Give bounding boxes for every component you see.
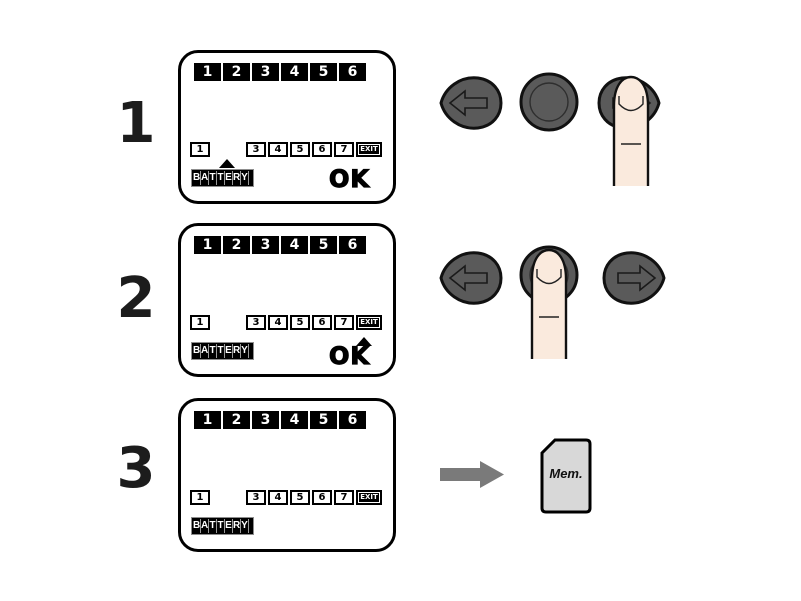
top-cell-4: 4 xyxy=(281,411,308,429)
bottom-cell-4: 4 xyxy=(268,315,288,330)
battery-letter: T xyxy=(209,345,216,356)
memory-card-label: Mem. xyxy=(549,466,583,481)
battery-letter: B xyxy=(193,172,201,183)
left-arrow-button-icon xyxy=(438,72,504,134)
battery-letter: A xyxy=(201,345,209,356)
bottom-cell-6: 6 xyxy=(312,315,332,330)
battery-letter: R xyxy=(233,172,241,183)
bottom-cell-1: 1 xyxy=(190,142,210,157)
ok-label: OK xyxy=(329,165,370,193)
battery-letter: Y xyxy=(241,345,248,356)
top-cell-1: 1 xyxy=(194,236,221,254)
transfer-arrow-icon xyxy=(438,458,506,490)
battery-letter: A xyxy=(201,172,209,183)
battery-letter: T xyxy=(217,520,224,531)
top-number-row xyxy=(194,63,366,81)
top-cell-5: 5 xyxy=(310,411,337,429)
battery-letter: T xyxy=(217,345,224,356)
top-cell-1: 1 xyxy=(194,63,221,81)
bottom-cell-5: 5 xyxy=(290,142,310,157)
top-cell-6: 6 xyxy=(339,411,366,429)
lcd-screen-step-2 xyxy=(178,223,396,377)
top-cell-5: 5 xyxy=(310,63,337,81)
top-cell-3: 3 xyxy=(252,236,279,254)
top-cell-1: 1 xyxy=(194,411,221,429)
battery-letter: B xyxy=(193,520,201,531)
bottom-cell-7: 7 xyxy=(334,142,354,157)
exit-cell: EXIT xyxy=(356,490,382,505)
finger-icon xyxy=(611,74,651,186)
exit-cell: EXIT xyxy=(356,315,382,330)
battery-indicator xyxy=(191,517,254,535)
bottom-cell-7: 7 xyxy=(334,315,354,330)
battery-letter: R xyxy=(233,345,241,356)
bottom-cell-7: 7 xyxy=(334,490,354,505)
bottom-cell-5: 5 xyxy=(290,315,310,330)
battery-letter: T xyxy=(209,172,216,183)
battery-letter: Y xyxy=(241,172,248,183)
battery-letter: B xyxy=(193,345,201,356)
battery-letter: T xyxy=(209,520,216,531)
center-button-icon xyxy=(516,71,582,133)
bottom-cell-1: 1 xyxy=(190,490,210,505)
bottom-cell-4: 4 xyxy=(268,142,288,157)
battery-indicator xyxy=(191,169,254,187)
top-cell-2: 2 xyxy=(223,236,250,254)
cursor-triangle-icon xyxy=(219,159,235,168)
top-cell-6: 6 xyxy=(339,63,366,81)
top-cell-6: 6 xyxy=(339,236,366,254)
bottom-cell-3: 3 xyxy=(246,490,266,505)
top-cell-2: 2 xyxy=(223,63,250,81)
finger-icon xyxy=(529,247,569,359)
top-cell-2: 2 xyxy=(223,411,250,429)
top-number-row xyxy=(194,236,366,254)
battery-letter: T xyxy=(217,172,224,183)
battery-letter: E xyxy=(225,520,232,531)
top-number-row xyxy=(194,411,366,429)
step-1-number: 1 xyxy=(116,91,156,156)
top-cell-5: 5 xyxy=(310,236,337,254)
battery-letter: R xyxy=(233,520,241,531)
lcd-screen-step-1 xyxy=(178,50,396,204)
top-cell-4: 4 xyxy=(281,236,308,254)
step-3-number: 3 xyxy=(116,436,156,501)
bottom-cell-1: 1 xyxy=(190,315,210,330)
lcd-screen-step-3 xyxy=(178,398,396,552)
top-cell-4: 4 xyxy=(281,63,308,81)
left-arrow-button-icon xyxy=(438,247,504,309)
top-cell-3: 3 xyxy=(252,411,279,429)
bottom-cell-4: 4 xyxy=(268,490,288,505)
battery-letter: Y xyxy=(241,520,248,531)
bottom-cell-3: 3 xyxy=(246,315,266,330)
bottom-cell-6: 6 xyxy=(312,490,332,505)
battery-indicator xyxy=(191,342,254,360)
battery-letter: E xyxy=(225,172,232,183)
bottom-cell-3: 3 xyxy=(246,142,266,157)
battery-letter: E xyxy=(225,345,232,356)
right-arrow-button-icon xyxy=(601,247,667,309)
bottom-cell-6: 6 xyxy=(312,142,332,157)
step-2-number: 2 xyxy=(116,266,156,331)
bottom-cell-5: 5 xyxy=(290,490,310,505)
exit-cell: EXIT xyxy=(356,142,382,157)
top-cell-3: 3 xyxy=(252,63,279,81)
ok-label: OK xyxy=(329,342,370,370)
battery-letter: A xyxy=(201,520,209,531)
